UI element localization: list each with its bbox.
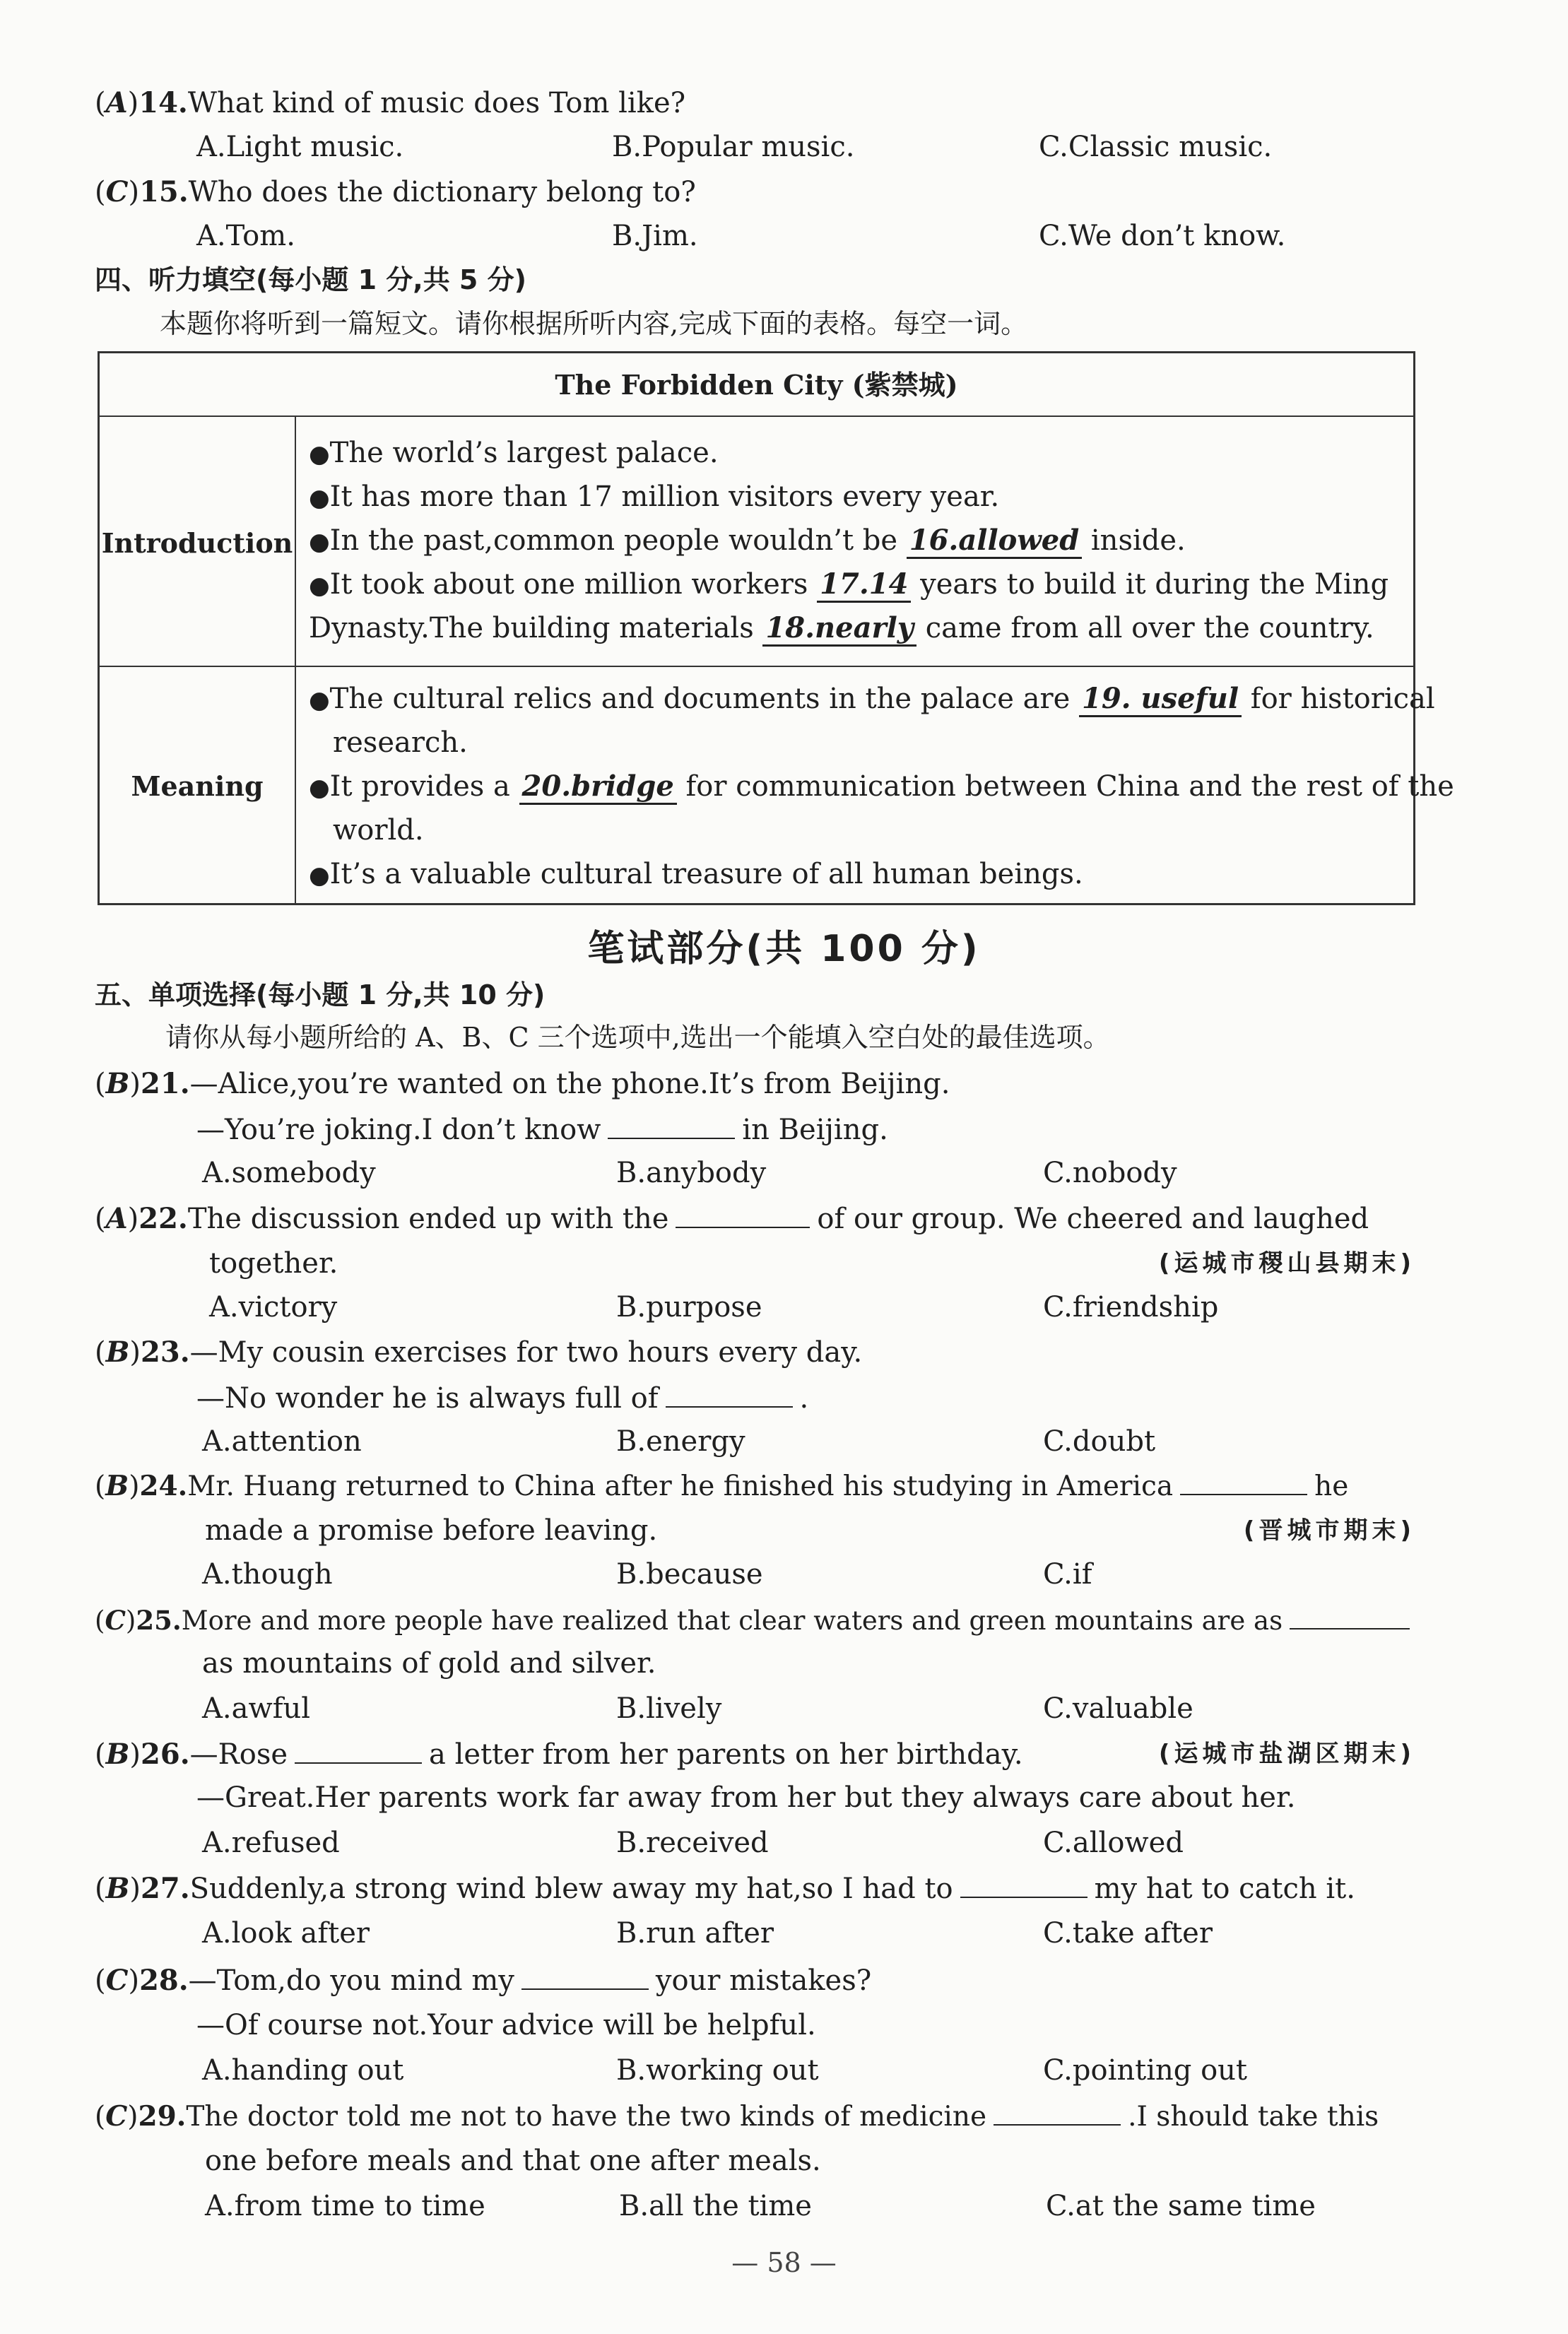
option-c: C.at the same time [1046, 2190, 1316, 2222]
answer-fill-18: 18.nearly [762, 611, 916, 647]
question-25: (C)25.More and more people have realized that clear waters and green mountains are as [0, 1597, 1568, 1642]
section-5-instruction: 请你从每小题所给的 A、B、C 三个选项中,选出一个能填入空白处的最佳选项。 [165, 1022, 1110, 1053]
option-b: B.Popular music. [612, 131, 855, 163]
answer-blank [960, 1866, 1087, 1898]
option-a: A.Tom. [196, 220, 295, 252]
question-27-options [0, 1911, 1568, 1956]
option-b: B.energy [616, 1425, 745, 1458]
answer-mark: C [105, 1964, 129, 1997]
option-a: A.awful [202, 1692, 311, 1725]
section-4-title: 四、听力填空(每小题 1 分,共 5 分) [95, 264, 526, 295]
answer-mark: C [105, 1605, 126, 1636]
question-21-options [0, 1150, 1568, 1196]
question-number: 24. [139, 1470, 188, 1502]
meaning-item-continued: research. [333, 726, 468, 759]
question-number: 28. [139, 1964, 189, 1997]
option-b: B.Jim. [612, 220, 698, 252]
intro-item-continued: Dynasty.The building materials 18.nearly came from all over the country. [309, 606, 1374, 650]
meaning-item: ●It provides a 20.bridge for communication between China and the rest of the [309, 765, 1454, 810]
option-b: B.lively [616, 1692, 722, 1725]
option-a: A.look after [202, 1917, 370, 1950]
question-14-options [0, 124, 1568, 170]
question-28: (C)28.—Tom,do you mind my your mistakes? [0, 1957, 1568, 2003]
question-29-line-2: one before meals and that one after meals. [205, 2145, 821, 2177]
answer-fill-17: 17.14 [817, 567, 911, 603]
question-14: (A)14.What kind of music does Tom like? [95, 86, 686, 119]
option-a: A.somebody [202, 1157, 376, 1189]
option-a: A.handing out [202, 2054, 404, 2087]
option-a: A.attention [202, 1425, 362, 1458]
option-c: C.pointing out [1043, 2054, 1248, 2087]
question-number: 26. [141, 1738, 190, 1771]
question-29: (C)29.The doctor told me not to have the two kinds of medicine .I should take this [0, 2093, 1568, 2138]
question-number: 21. [141, 1067, 190, 1100]
question-26: (B)26.—Rose a letter from her parents on her birthday. (运城市盐湖区期末) [0, 1731, 1568, 1776]
question-23-line-2: —No wonder he is always full of . [0, 1375, 1568, 1420]
option-b: B.working out [616, 2054, 819, 2087]
answer-blank [666, 1375, 793, 1408]
option-c: C.valuable [1043, 1692, 1193, 1725]
forbidden-city-table [98, 351, 1454, 905]
answer-blank [295, 1731, 422, 1764]
answer-fill-16: 16.allowed [907, 524, 1082, 559]
option-c: C.doubt [1043, 1425, 1156, 1458]
option-c: C.We don’t know. [1039, 220, 1286, 252]
option-a: A.Light music. [196, 131, 404, 163]
question-29-options [0, 2183, 1568, 2229]
answer-blank [608, 1107, 735, 1139]
intro-item: ●It has more than 17 million visitors every year. [309, 481, 1000, 513]
answer-mark: B [105, 1067, 130, 1100]
intro-item: ●It took about one million workers 17.14 years to build it during the Ming [309, 562, 1389, 608]
intro-item: ●In the past,common people wouldn’t be 16.allowed inside. [309, 519, 1186, 564]
question-21: (B)21.—Alice,you’re wanted on the phone.It’s from Beijing. [95, 1067, 950, 1100]
option-b: B.all the time [619, 2190, 812, 2222]
option-b: B.because [616, 1558, 763, 1591]
intro-item: ●The world’s largest palace. [309, 437, 719, 469]
question-21-line-2: —You’re joking.I don’t know in Beijing. [0, 1107, 1568, 1152]
question-number: 25. [136, 1605, 182, 1636]
question-24-line-2: made a promise before leaving. (晋城市期末) [0, 1508, 1568, 1553]
question-27: (B)27.Suddenly,a strong wind blew away my hat,so I had to my hat to catch it. [0, 1866, 1568, 1911]
question-15-options [0, 213, 1568, 259]
question-number: 14. [138, 86, 188, 119]
option-c: C.friendship [1043, 1291, 1219, 1324]
option-c: C.Classic music. [1039, 131, 1273, 163]
written-part-title: 笔试部分(共 100 分) [587, 928, 981, 970]
question-24: (B)24.Mr. Huang returned to China after he finished his studying in America he [0, 1463, 1568, 1508]
question-number: 23. [141, 1336, 190, 1369]
meaning-item-continued: world. [333, 814, 424, 847]
table-divider [100, 415, 1413, 417]
answer-fill-20: 20.bridge [519, 770, 677, 805]
option-c: C.if [1043, 1558, 1092, 1591]
question-15: (C)15.Who does the dictionary belong to? [95, 175, 696, 208]
option-c: C.take after [1043, 1917, 1213, 1950]
answer-mark: C [105, 175, 129, 208]
answer-mark: A [105, 86, 128, 119]
option-b: B.received [616, 1827, 769, 1859]
answer-blank [1180, 1463, 1307, 1495]
question-28-line-2: —Of course not.Your advice will be helpful. [196, 2009, 816, 2041]
answer-mark: C [105, 2100, 128, 2133]
option-c: C.allowed [1043, 1827, 1184, 1859]
answer-mark: B [105, 1872, 130, 1905]
question-24-options [0, 1552, 1568, 1597]
question-number: 29. [138, 2100, 187, 2133]
answer-blank [676, 1196, 810, 1228]
option-b: B.anybody [616, 1157, 767, 1189]
source-note: (运城市盐湖区期末) [1158, 1740, 1415, 1768]
section-4-instruction: 本题你将听到一篇短文。请你根据所听内容,完成下面的表格。每空一词。 [160, 308, 1028, 339]
answer-mark: B [105, 1738, 130, 1771]
answer-blank [994, 2093, 1121, 2126]
option-b: B.purpose [616, 1291, 762, 1324]
question-text: Who does the dictionary belong to? [188, 176, 696, 208]
answer-mark: B [105, 1470, 129, 1502]
answer-blank [1290, 1597, 1410, 1629]
question-number: 15. [139, 175, 189, 208]
option-b: B.run after [616, 1917, 774, 1950]
table-divider [100, 666, 1413, 667]
question-28-options [0, 2048, 1568, 2093]
question-22: (A)22.The discussion ended up with the of our group. We cheered and laughed [0, 1196, 1568, 1241]
question-22-line-2: together. (运城市稷山县期末) [0, 1241, 1568, 1286]
answer-blank [521, 1957, 649, 1990]
source-note: (运城市稷山县期末) [1158, 1249, 1415, 1278]
option-a: A.from time to time [205, 2190, 485, 2222]
question-23: (B)23.—My cousin exercises for two hours every day. [95, 1336, 863, 1369]
question-23-options [0, 1419, 1568, 1464]
question-25-line-2: as mountains of gold and silver. [202, 1647, 656, 1680]
page-number: — 58 — [731, 2247, 837, 2278]
option-c: C.nobody [1043, 1157, 1177, 1189]
answer-fill-19: 19. useful [1079, 682, 1242, 717]
option-a: A.though [202, 1558, 333, 1591]
question-26-options [0, 1820, 1568, 1866]
meaning-item: ●The cultural relics and documents in the palace are 19. useful for historical [309, 677, 1435, 722]
meaning-item: ●It’s a valuable cultural treasure of all human beings. [309, 858, 1083, 890]
meaning-label: Meaning [131, 770, 264, 802]
question-25-options [0, 1686, 1568, 1731]
introduction-label: Introduction [101, 527, 293, 559]
option-a: A.refused [202, 1827, 340, 1859]
answer-mark: A [105, 1202, 128, 1235]
option-a: A.victory [209, 1291, 338, 1324]
source-note: (晋城市期末) [1243, 1516, 1415, 1545]
table-column-divider [295, 415, 296, 903]
question-26-line-2: —Great.Her parents work far away from her but they always care about her. [196, 1781, 1296, 1814]
answer-mark: B [105, 1336, 130, 1369]
question-number: 22. [138, 1202, 188, 1235]
table-title: The Forbidden City (紫禁城) [555, 369, 958, 401]
question-text: What kind of music does Tom like? [187, 87, 686, 119]
question-22-options [0, 1285, 1568, 1330]
question-number: 27. [141, 1872, 190, 1905]
section-5-title: 五、单项选择(每小题 1 分,共 10 分) [95, 979, 546, 1010]
